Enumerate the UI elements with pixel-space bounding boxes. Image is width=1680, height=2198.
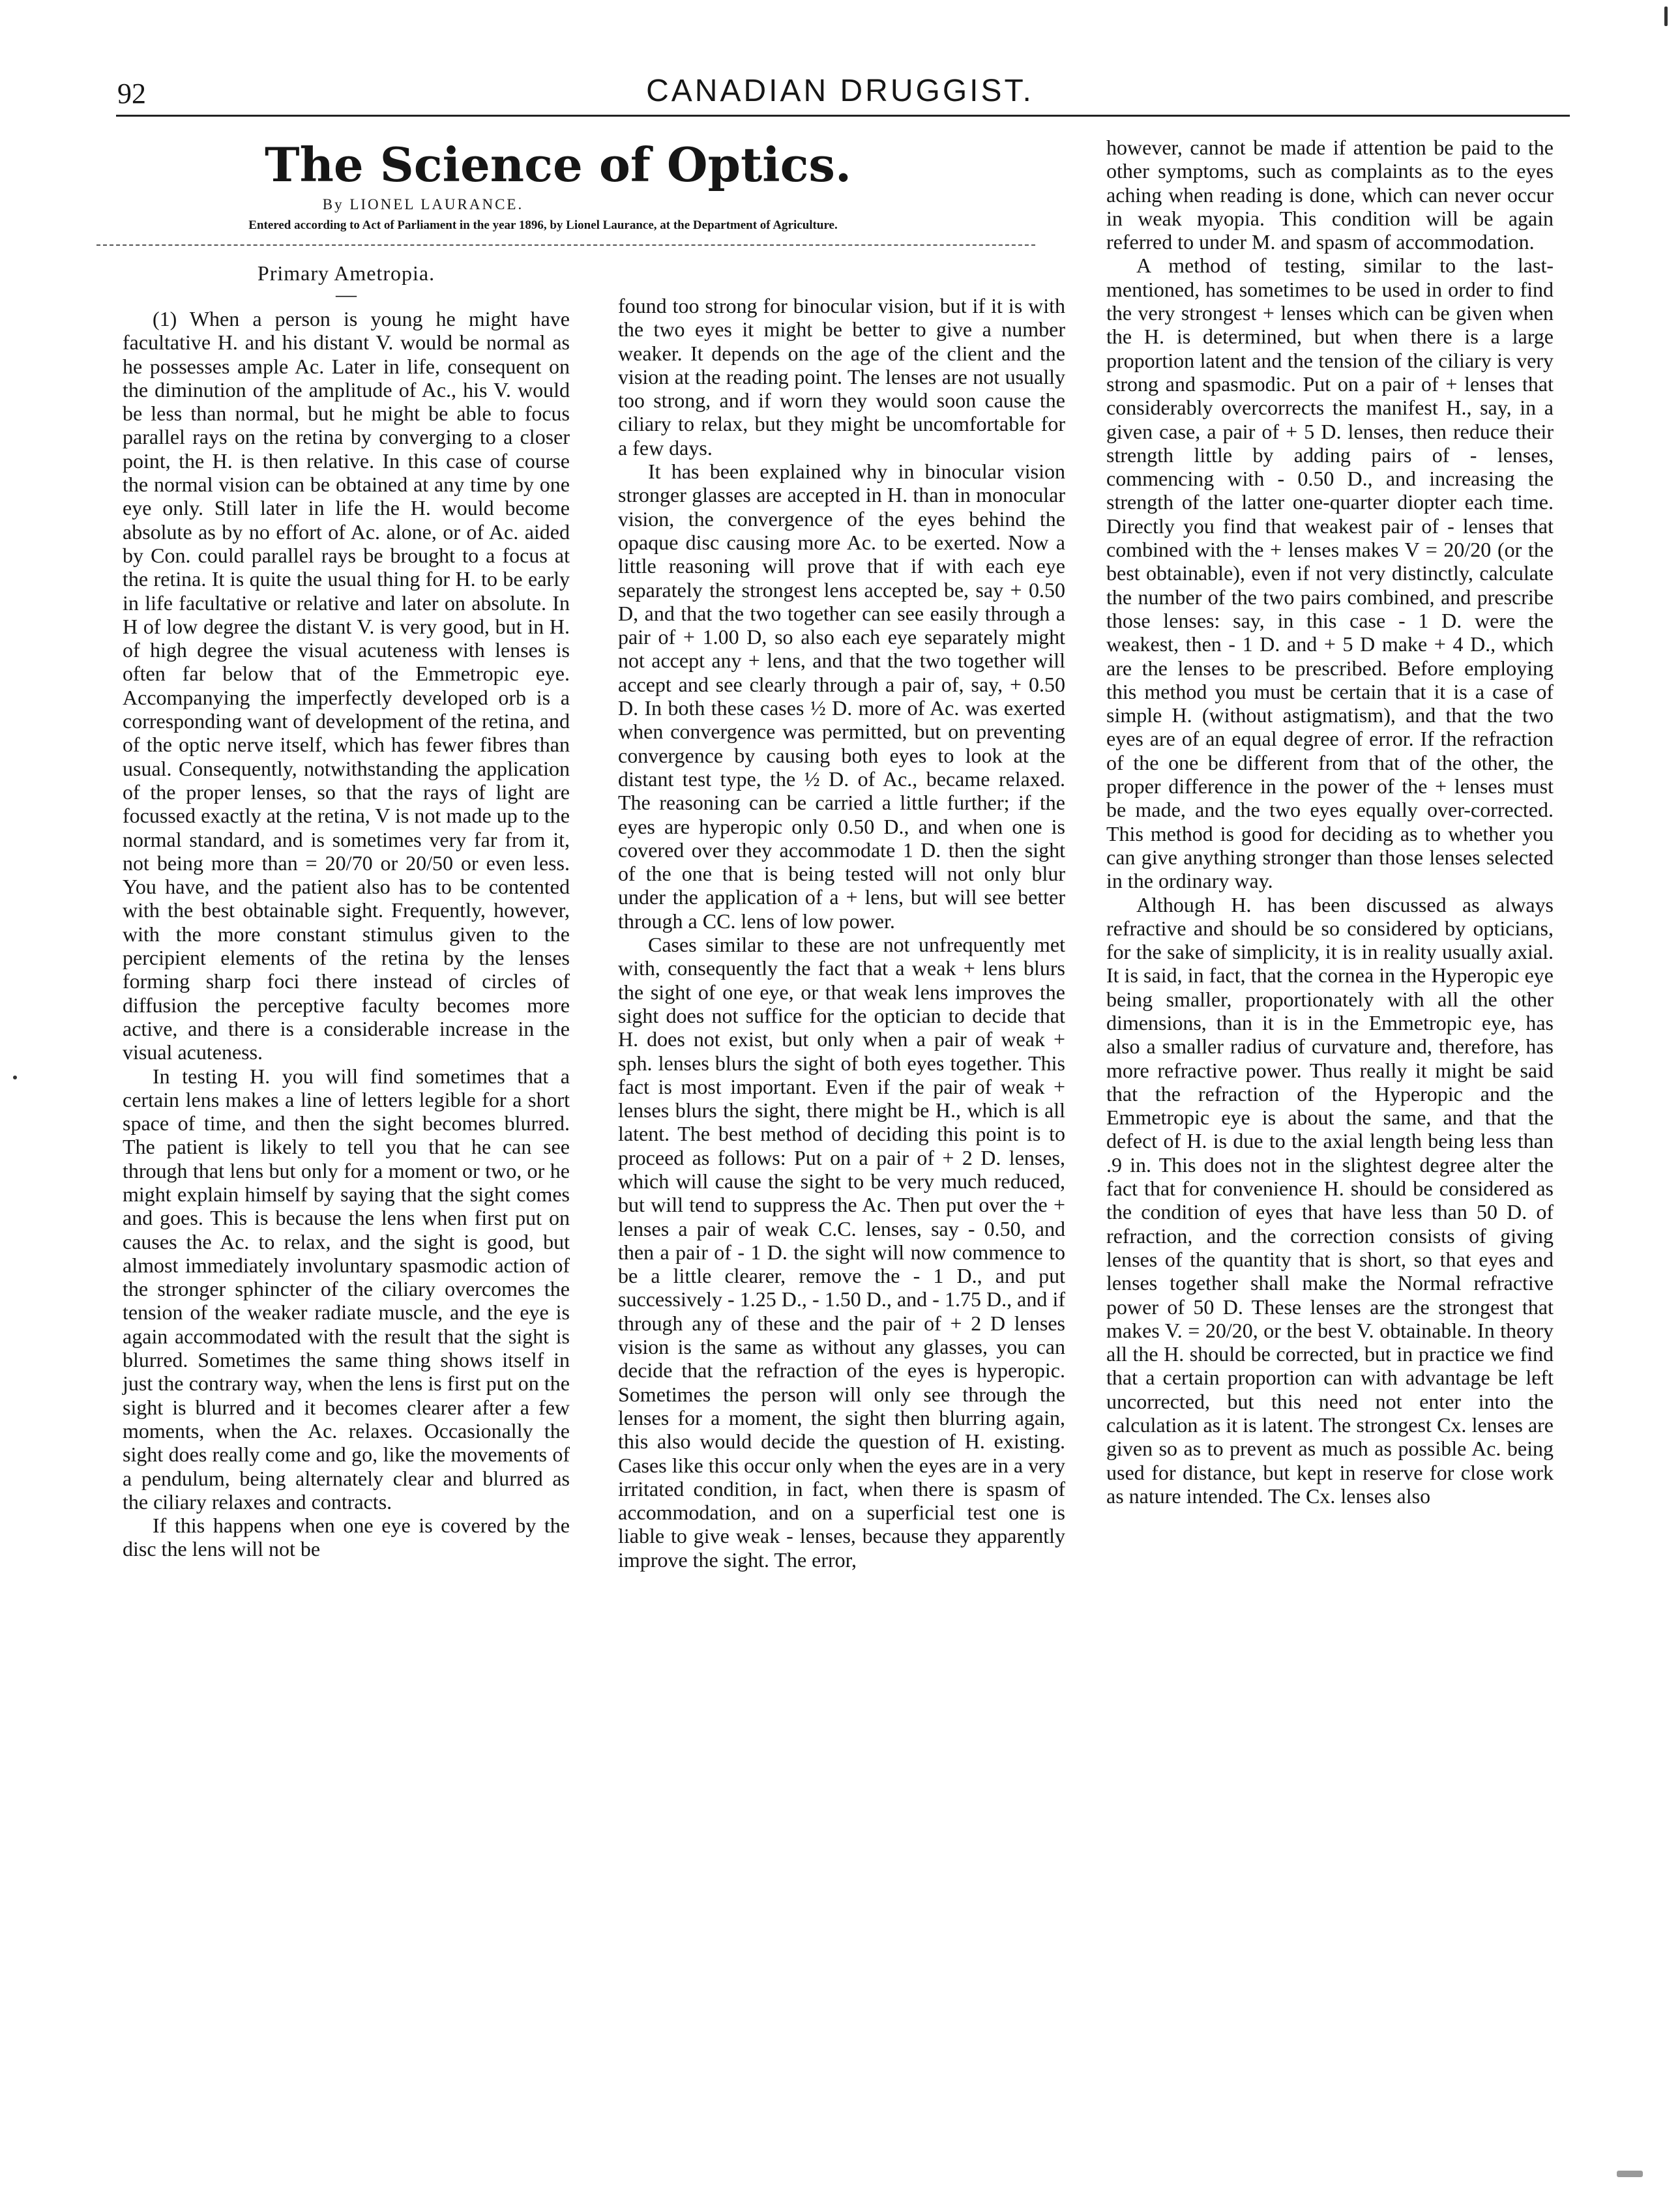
scan-speck	[13, 1076, 17, 1079]
column-3	[1106, 136, 1554, 1508]
scan-speck	[1617, 2171, 1643, 2177]
paragraph: Cases similar to these are not unfrequently met with, consequently the fact that a weak + lens blurs the sight of one eye, or that weak lens improves the sight does not suffice for the optician to decide that H. does not exist, but only when a pair of weak + sph. lenses blurs the sight of both eyes together. This fact is most important. Even if the pair of weak + lenses blurs the sight, there might be H., which is all latent. The best method of deciding this point is to proceed as follows: Put on a pair of + 2 D. lenses, which will cause the sight to be very much reduced, but will tend to suppress the Ac. Then put over the + lenses a pair of weak C.C. lenses, say - 0.50, and then a pair of - 1 D. the sight will now commence to be a little clearer, remove the - 1 D., and put successively - 1.25 D., - 1.50 D., and - 1.75 D., and if through any of these and the pair of + 2 D lenses vision is the same as without any glasses, you can decide that the refraction of the eyes is hyperopic. Sometimes the person will only see through the lenses for a moment, the sight then blurring again, this also would decide the question of H. existing. Cases like this occur only when the eyes are in a very irritated condition, in fact, when there is spasm of accommodation, and on a superficial test one is liable to give weak - lenses, because they apparently improve the sight. The error,	[618, 933, 1065, 1572]
scan-speck	[1664, 7, 1668, 26]
page-number: 92	[117, 78, 146, 110]
paragraph: A method of testing, similar to the last-mentioned, has sometimes to be used in order to find the very strongest + lenses which can be given when the H. is determined, but when there is a large proportion latent and the tension of the ciliary is very strong and spasmodic. Put on a pair of + lenses that considerably overcorrects the manifest H., say, in a given case, a pair of + 5 D. lenses, then reduce their strength little by adding pairs of - lenses, commencing with - 0.50 D., and increasing the strength of the latter one-quarter diopter each time. Directly you find that weakest pair of - lenses that combined with the + lenses makes V = 20/20 (or the best obtainable), even if not very distinctly, calculate the number of the two pairs combined, and prescribe those lenses: say, in this case - 1 D. were the weakest, then - 1 D. and + 5 D make + 4 D., which are the lenses to be prescribed. Before employing this method you must be certain that it is a case of simple H. (without astigmatism), and that the two eyes are of an equal degree of error. If the refraction of the one be different from that of the other, the proper difference in the power of the + lenses must be made, and the two eyes equally over-corrected. This method is good for deciding as to whether you can give anything stronger than those lenses selected in the ordinary way.	[1106, 254, 1554, 893]
paragraph: It has been explained why in binocular vision stronger glasses are accepted in H. than in monocular vision, the convergence of the eyes behind the opaque disc causing more Ac. to be exerted. Now a little reasoning will prove that if with each eye separately the strongest lens accepted be, say + 0.50 D, and that the two together can see easily through a pair of + 1.00 D, so also each eye separately might not accept any + lens, and that the two together will accept and see clearly through a pair of, say, + 0.50 D. In both these cases ½ D. more of Ac. was exerted when convergence was permitted, but on preventing convergence by causing both eyes to look at the distant test type, the ½ D. of Ac., became relaxed. The reasoning can be carried a little further; if the eyes are hyperopic only 0.50 D., and when one is covered over they accommodate 1 D. then the sight of the one that is being tested will not only blur under the application of a + lens, but will see better through a CC. lens of low power.	[618, 460, 1065, 933]
running-head: CANADIAN DRUGGIST.	[646, 74, 1034, 108]
byline: By LIONEL LAURANCE.	[322, 196, 524, 212]
section-heading: Primary Ametropia.	[257, 261, 435, 285]
header-rule	[116, 115, 1570, 117]
section-dash: —	[336, 282, 357, 306]
paragraph: Although H. has been discussed as always refractive and should be so considered by opticians, for the sake of simplicity, it is in reality usually axial. It is said, in fact, that the cornea in the Hyperopic eye being smaller, proportionately with all the other dimensions, than it is in the Emmetropic eye, has also a smaller radius of curvature and, therefore, has more refractive power. Thus really it might be said that the refraction of the Hyperopic and the Emmetropic eye is about the same, and that the defect of H. is due to the axial length being less than .9 in. This does not in the slightest degree alter the fact that for convenience H. should be considered as the condition of eyes that have less than 50 D. of refraction, and the correction consists of giving lenses of the quantity that is short, so that eyes and lenses together shall make the Normal refractive power of 50 D. These lenses are the strongest that makes V. = 20/20, or the best V. obtainable. In theory all the H. should be corrected, but in practice we find that a certain proportion can with advantage be left uncorrected, but this need not enter into the calculation as it is latent. The strongest Cx. lenses are given so as to prevent as much as possible Ac. being used for distance, but kept in reserve for close work as nature intended. The Cx. lenses also	[1106, 892, 1554, 1508]
column-2	[618, 294, 1065, 1572]
paragraph: however, cannot be made if attention be paid to the other symptoms, such as complaints as to the eyes aching when reading is done, which can never occur in weak myopia. This condition will be again referred to under M. and spasm of accommodation.	[1106, 136, 1554, 254]
copyright-notice: Entered according to Act of Parliament in the year 1896, by Lionel Laurance, at the Department of Agriculture.	[248, 218, 838, 232]
paragraph: In testing H. you will find sometimes that a certain lens makes a line of letters legible for a short space of time, and then the sight becomes blurred. The patient is likely to tell you that he can see through that lens but only for a moment or two, or he might explain himself by saying that the sight comes and goes. This is because the lens when first put on causes the Ac. to relax, and the sight is good, but almost immediately involuntary spasmodic action of the stronger sphincter of the ciliary overcomes the tension of the weaker radiate muscle, and the eye is again accommodated with the result that the sight is blurred. Sometimes the same thing shows itself in just the contrary way, when the lens is first put on the sight is blurred and it becomes clearer after a few moments, when the Ac. relaxes. Occasionally the sight does really come and go, like the movements of a pendulum, being alternately clear and blurred as the ciliary relaxes and contracts.	[123, 1064, 570, 1514]
paragraph: If this happens when one eye is covered by the disc the lens will not be	[123, 1514, 570, 1561]
title-rule	[96, 244, 1035, 246]
paragraph: found too strong for binocular vision, but if it is with the two eyes it might be better to give a number weaker. It depends on the age of the client and the vision at the reading point. The lenses are not usually too strong, and if worn they would soon cause the ciliary to relax, but they might be uncomfortable for a few days.	[618, 294, 1065, 460]
article-title: The Science of Optics.	[265, 137, 852, 192]
paragraph: (1) When a person is young he might have facultative H. and his distant V. would be normal as he possesses ample Ac. Later in life, consequent on the diminution of the amplitude of Ac., his V. would be less than normal, but he might be able to focus parallel rays on the retina by converging to a closer point, the H. is then relative. In this case of course the normal vision can be obtained at any time by one eye only. Still later in life the H. would become absolute as by no effort of Ac. alone, or of Ac. aided by Con. could parallel rays be brought to a focus at the retina. It is quite the usual thing for H. to be early in life facultative or relative and later on absolute. In H of low degree the distant V. is very good, but in H. of high degree the visual acuteness with lenses is often far below that of the Emmetropic eye. Accompanying the imperfectly developed orb is a corresponding want of development of the retina, and of the optic nerve itself, which has fewer fibres than usual. Consequently, notwithstanding the application of the proper lenses, so that the rays of light are focussed exactly at the retina, V is not made up to the normal standard, and is sometimes very far from it, not being more than = 20/70 or 20/50 or even less. You have, and the patient also has to be contented with the best obtainable sight. Frequently, however, with the more constant stimulus given to the percipient elements of the retina by the lenses forming sharp foci there instead of circles of diffusion the perceptive faculty becomes more active, and there is a considerable increase in the visual acuteness.	[123, 307, 570, 1064]
